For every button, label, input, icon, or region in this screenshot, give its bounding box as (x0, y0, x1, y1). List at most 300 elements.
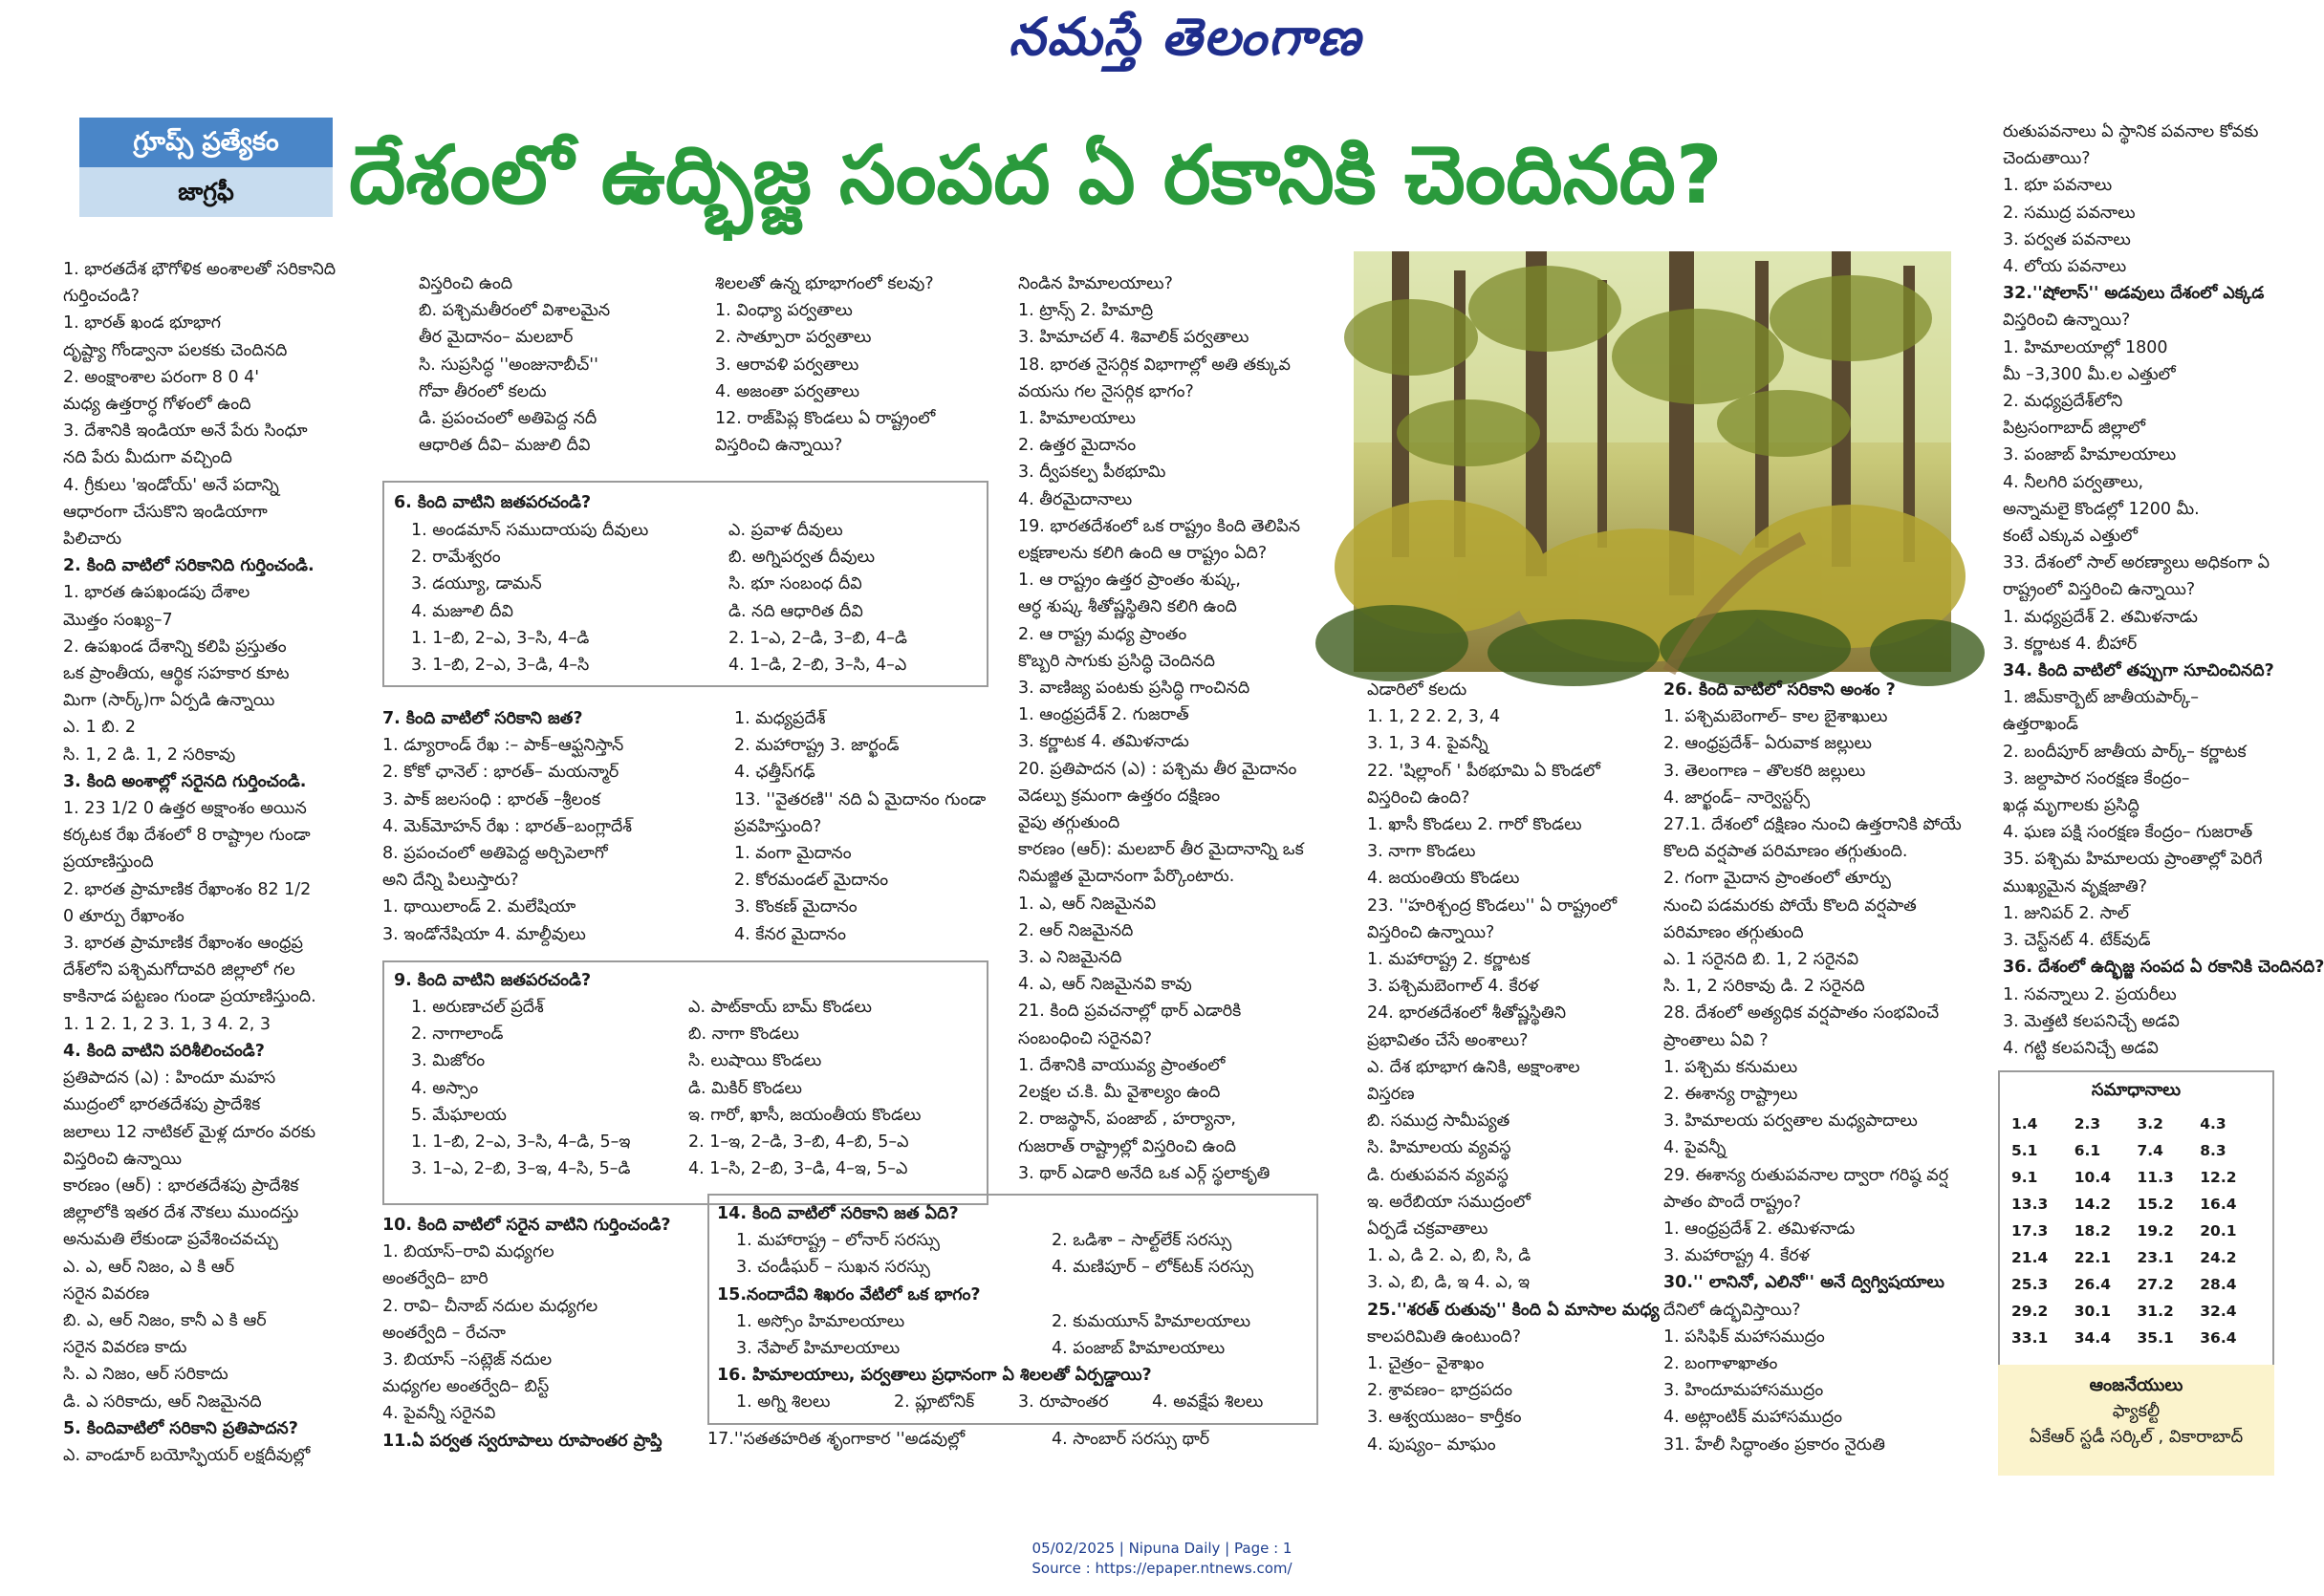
text-line: 7. కింది వాటిలో సరికాని జత? (382, 709, 583, 728)
text-line: గుజరాత్ రాష్ట్రాల్లో విస్తరించి ఉంది (1018, 1136, 1236, 1156)
answer-item: 35.1 (2137, 1329, 2174, 1347)
answer-item: 34.4 (2074, 1329, 2111, 1347)
text-line: 1. థాయిలాండ్ 2. మలేషియా (382, 897, 576, 917)
text-line: పరిమాణం తగ్గుతుంది (1663, 922, 1804, 942)
text-line: 3. పంజాబ్ హిమాలయాలు (2003, 445, 2177, 465)
text-line: చెందుతాయి? (2003, 149, 2091, 169)
text-line: 3. జల్దాపార సంరక్షణ కేంద్రం– (2003, 768, 2190, 788)
answer-item: 5.1 (2011, 1142, 2038, 1159)
column-6 (1663, 677, 1988, 1460)
text-line: 4. ఎ, ఆర్ నిజమైనవి కావు (1018, 975, 1192, 995)
author-institute: ఏకేఆర్ స్టడీ సర్కిల్ , వికారాబాద్ (2029, 1427, 2244, 1447)
text-line: 1. 1–బి, 2–ఎ, 3–సి, 4–డి (411, 628, 590, 648)
text-line: డి. ఎ సరికాదు, ఆర్ నిజమైనది (63, 1391, 262, 1412)
question-14-row-1: 1. మహారాష్ట్ర – లోనార్ సరస్సు 2. ఒడిశా – సాల్ట్‌లేక్ సరస్సు (736, 1231, 1232, 1251)
text-line: ప్రయాణిస్తుంది (63, 852, 154, 873)
text-line: 3. హిమాలయ పర్వతాల మధ్యపాదాలు (1663, 1111, 1918, 1132)
text-line: 2. రావి– చీనాబ్ నదుల మధ్యగల (382, 1296, 598, 1316)
section-tag-top: గ్రూప్స్ ప్రత్యేకం (79, 118, 333, 167)
text-line: 4. అస్సాం (411, 1078, 479, 1098)
text-line: 5. కిందివాటిలో సరికాని ప్రతిపాదన? (63, 1418, 298, 1438)
answers-grid (2000, 1110, 2272, 1347)
text-line: 2. రాజస్థాన్, పంజాబ్ , హర్యానా, (1018, 1110, 1236, 1130)
answer-item: 22.1 (2074, 1249, 2111, 1266)
text-line: కాకినాడ పట్టణం గుండా ప్రయాణిస్తుంది. (63, 987, 316, 1007)
newspaper-masthead: నమస్తే తెలంగాణ (1009, 6, 1362, 67)
answer-item: 20.1 (2200, 1222, 2237, 1240)
answer-item: 32.4 (2200, 1303, 2237, 1320)
text-line: 3. 1–ఎ, 2–బి, 3–ఇ, 4–సి, 5–డి (411, 1159, 631, 1179)
footer-date-line: 05/02/2025 | Nipuna Daily | Page : 1 (1032, 1540, 1292, 1557)
text-line: పిలిచారు (63, 529, 122, 550)
text-line: ఎ. దేశ భూభాగ ఉనికి, అక్షాంశాల (1367, 1057, 1580, 1077)
question-10 (382, 1212, 698, 1456)
question-14-row-2: 3. చండీఘర్ – సుఖన సరస్సు 4. మణిపూర్ – లోక్‌టక్ సరస్సు (736, 1258, 1254, 1278)
answer-item: 29.2 (2011, 1303, 2049, 1320)
answer-item: 12.2 (2200, 1169, 2237, 1186)
text-line: 4. కేనర మైదానం (734, 924, 846, 944)
answer-item: 33.1 (2011, 1329, 2049, 1347)
question-15-row-1: 1. అస్సోం హిమాలయాలు 2. కుమయూన్ హిమాలయాలు (736, 1311, 1251, 1331)
text-line: ఒక ప్రాంతీయ, ఆర్థిక సహకార కూట (63, 664, 290, 684)
text-line: 3. కింది అంశాల్లో సరైనది గుర్తించండి. (63, 771, 307, 791)
text-line: రాష్ట్రంలో విస్తరించి ఉన్నాయి? (2003, 580, 2196, 600)
text-line: జలాలు 12 నాటికల్ మైళ్ల దూరం వరకు (63, 1122, 316, 1142)
text-line: కారణం (ఆర్): మలబార్ తీర మైదానాన్ని ఒక (1018, 840, 1304, 860)
section-tag-bottom: జాగ్రఫీ (79, 167, 333, 217)
text-line: 1. దేశానికి వాయువ్య ప్రాంతంలో (1018, 1055, 1226, 1075)
text-line: విస్తరించి ఉన్నాయి? (2003, 311, 2131, 331)
question-17-right: 4. సాంబార్ సరస్సు థార్ (1052, 1430, 1210, 1449)
text-line: 4. కింది వాటిని పరిశీలించండి? (63, 1041, 265, 1061)
text-line: 2. బందీపూర్ జాతీయ పార్క్– కర్ణాటక (2003, 742, 2247, 762)
question-16-title: 16. హిమాలయాలు, పర్వతాలు ప్రధానంగా ఏ శిలలతో ఏర్పడ్డాయి? (717, 1366, 1152, 1386)
answer-item: 2.3 (2074, 1115, 2101, 1132)
text-line: 2. ఆర్ నిజమైనది (1018, 920, 1134, 940)
answer-item: 9.1 (2011, 1169, 2038, 1186)
text-line: డి. ప్రపంచంలో అతిపెద్ద నదీ (419, 409, 597, 429)
text-line: మధ్య ఉత్తరార్ధ గోళంలో ఉంది (63, 395, 251, 415)
text-line: బి. నాగా కొండలు (688, 1024, 799, 1045)
text-line: 4. 1–డి, 2–బి, 3–సి, 4–ఎ (728, 656, 907, 676)
text-line: 2. 1–ఎ, 2–డి, 3–బి, 4–డి (728, 628, 908, 648)
text-line: 18. భారత నైసర్గిక విభాగాల్లో అతి తక్కువ (1018, 355, 1291, 375)
text-line: శిలలతో ఉన్న భూభాగంలో కలవు? (715, 274, 934, 293)
column-2-top (419, 270, 696, 471)
text-line: అంతర్వేది – రేచనా (382, 1323, 506, 1343)
text-line: 3. భారత ప్రామాణిక రేఖాంశం ఆంధ్రప్ర (63, 934, 303, 954)
question-7-right (734, 705, 992, 954)
question-14-block (717, 1200, 1305, 1418)
answer-item: 7.4 (2137, 1142, 2163, 1159)
question-15-row-2: 3. నేపాల్ హిమాలయాలు 4. పంజాబ్ హిమాలయాలు (736, 1339, 1226, 1359)
text-line: 3. మిజోరం (411, 1051, 486, 1071)
text-line: 2. ఉత్తర మైదానం (1018, 436, 1137, 456)
text-line: విస్తరించి ఉంది? (1367, 787, 1470, 808)
text-line: అంతర్వేది– బారి (382, 1269, 489, 1289)
question-9-left (411, 994, 698, 1197)
text-line: 3. డయ్యూ, డామన్ (411, 574, 542, 594)
text-line: 1. ఆ రాష్ట్రం ఉత్తర ప్రాంతం శుష్క, (1018, 571, 1241, 591)
text-line: కొలది వర్షపాత పరిమాణం తగ్గుతుంది. (1663, 842, 1908, 862)
text-line: 1. భారతదేశ భౌగోళిక అంశాలతో సరికానిది (63, 260, 337, 279)
text-line: 3. ద్వీపకల్ప పీఠభూమి (1018, 463, 1166, 483)
text-line: 1. మధ్యప్రదేశ్ (734, 709, 826, 728)
text-line: సి. సుప్రసిద్ధ ''అంజునాబీచ్'' (419, 355, 598, 375)
text-line: ఇ. అరేబియా సముద్రంలో (1367, 1192, 1531, 1212)
text-line: 2. గంగా మైదాన ప్రాంతంలో తూర్పు (1663, 869, 1891, 889)
text-line: 1. జిమ్‌కార్బెట్ జాతీయపార్క్– (2003, 688, 2199, 708)
text-line: 2. ఉపఖండ దేశాన్ని కలిపి ప్రస్తుతం (63, 636, 287, 657)
text-line: 1. వింధ్యా పర్వతాలు (715, 301, 853, 321)
text-line: ముఖ్యమైన వృక్షజాతి? (2003, 876, 2148, 896)
question-17: 17.''సతతహరిత శృంగాకార ''అడవుల్లో (707, 1430, 966, 1449)
text-line: మధ్యగల అంతర్వేది– బిస్ట్ (382, 1377, 550, 1397)
text-line: మొత్తం సంఖ్య–7 (63, 610, 173, 630)
text-line: విస్తరించి ఉన్నాయి (63, 1149, 183, 1169)
text-line: కర్కటక రేఖ దేశంలో 8 రాష్ట్రాల గుండా (63, 826, 311, 846)
text-line: వెడల్పు క్రమంగా ఉత్తరం దక్షిణం (1018, 786, 1221, 806)
text-line: 3. 1, 3 4. పైవన్నీ (1367, 734, 1488, 754)
text-line: 2. 1–ఇ, 2–డి, 3–బి, 4–బి, 5–ఎ (688, 1132, 909, 1153)
text-line: సి. భూ సంబంధ దీవి (728, 574, 862, 594)
answer-item: 28.4 (2200, 1276, 2237, 1293)
question-9-right (688, 994, 981, 1197)
text-line: దేశ్‌లోని పశ్చిమగోదావరి జిల్లాలో గల (63, 960, 295, 981)
text-line: కారణం (ఆర్) : భారతదేశపు ప్రాదేశిక (63, 1175, 299, 1196)
text-line: 28. దేశంలో అత్యధిక వర్షపాతం సంభవించే (1663, 1003, 1940, 1024)
text-line: సరైన వివరణ కాదు (63, 1338, 187, 1358)
text-line: 1. ట్రాన్స్ 2. హిమాద్రి (1018, 301, 1154, 321)
text-line: 4. మెక్‌మోహన్ రేఖ : భారత్–బంగ్లాదేశ్ (382, 816, 633, 836)
text-line: 1. ఆంధ్రప్రదేశ్ 2. గుజరాత్ (1018, 705, 1189, 725)
text-line: 30.'' లానినో, ఎలినో'' అనే ద్విగ్విషయాలు (1663, 1273, 1944, 1293)
text-line: 11.ఏ పర్వత స్వరూపాలు రూపాంతర ప్రాప్తి (382, 1431, 662, 1451)
text-line: కంటే ఎక్కువ ఎత్తులో (2003, 527, 2139, 547)
text-line: మీ –3,300 మీ.ల ఎత్తులో (2003, 364, 2176, 384)
text-line: 20. ప్రతిపాదన (ఎ) : పశ్చిమ తీర మైదానం (1018, 759, 1297, 779)
text-line: విస్తరించి ఉన్నాయి? (715, 436, 843, 456)
text-line: 2. రామేశ్వరం (411, 548, 501, 568)
answer-item: 30.1 (2074, 1303, 2111, 1320)
text-line: ఎడారిలో కలదు (1367, 680, 1467, 700)
forest-photo (1354, 251, 1951, 672)
answer-item: 16.4 (2200, 1196, 2237, 1213)
text-line: 3. థార్ ఎడారి అనేది ఒక ఎర్గ్ స్థలాకృతి (1018, 1163, 1271, 1183)
text-line: 1. సవన్నాలు 2. ప్రయరీలు (2003, 984, 2177, 1004)
column-3-top (715, 270, 997, 471)
text-line: 33. దేశంలో సాల్ అరణ్యాలు అధికంగా ఏ (2003, 553, 2270, 573)
text-line: 4. లోయ పవనాలు (2003, 257, 2127, 277)
text-line: 2. సాత్పూరా పర్వతాలు (715, 328, 872, 348)
text-line: 12. రాజ్‌పిప్ల కొండలు ఏ రాష్ట్రంలో (715, 409, 936, 429)
text-line: 4. ఘణ పక్షి సంరక్షణ కేంద్రం– గుజరాత్ (2003, 823, 2253, 843)
text-line: 22. 'షిల్లాంగ్ ' పీఠభూమి ఏ కొండలో (1367, 761, 1600, 781)
text-line: 1. 1–బి, 2–ఎ, 3–సి, 4–డి, 5–ఇ (411, 1132, 631, 1153)
text-line: 1. ఎ, డి 2. ఎ, బి, సి, డి (1367, 1246, 1531, 1266)
text-line: 34. కింది వాటిలో తప్పుగా సూచించినది? (2003, 661, 2274, 681)
text-line: 3. ఆరావళి పర్వతాలు (715, 355, 859, 375)
answer-item: 36.4 (2200, 1329, 2237, 1347)
answer-item: 13.3 (2011, 1196, 2049, 1213)
text-line: 1. 1 2. 1, 2 3. 1, 3 4. 2, 3 (63, 1014, 271, 1034)
text-line: లక్షణాలను కలిగి ఉంది ఆ రాష్ట్రం ఏది? (1018, 544, 1268, 564)
text-line: 10. కింది వాటిలో సరైన వాటిని గుర్తించండి? (382, 1216, 671, 1235)
text-line: ఎ. వాండూర్ బయోస్ఫియర్ లక్షదీవుల్లో (63, 1445, 311, 1465)
text-line: 2. అంక్షాంశాల పరంగా 8 0 4' (63, 367, 260, 387)
text-line: 3. బియాస్ –సట్లెజ్ నదుల (382, 1350, 553, 1370)
text-line: 24. భారతదేశంలో శీతోష్ణస్థితిని (1367, 1003, 1567, 1024)
answer-item: 27.2 (2137, 1276, 2174, 1293)
text-line: 1. అండమాన్ సముదాయపు దీవులు (411, 521, 649, 540)
text-line: 1. ఖాసీ కొండలు 2. గారో కొండలు (1367, 815, 1582, 835)
answer-item: 6.1 (2074, 1142, 2101, 1159)
page-footer (0, 1539, 2324, 1579)
text-line: 4. జయంతియ కొండలు (1367, 869, 1520, 889)
text-line: 8. ప్రపంచంలో అతిపెద్ద అర్చిపెలాగో (382, 844, 608, 864)
text-line: 2. ఆ రాష్ట్ర మధ్య ప్రాంతం (1018, 624, 1187, 644)
answer-item: 19.2 (2137, 1222, 2174, 1240)
text-line: బి. సముద్ర సామీప్యత (1367, 1111, 1510, 1132)
text-line: 1. పసిఫిక్ మహాసముద్రం (1663, 1326, 1825, 1347)
text-line: కొబ్బరి సాగుకు ప్రసిద్ధి చెందినది (1018, 651, 1215, 671)
text-line: 5. మేఘాలయ (411, 1105, 507, 1125)
question-14-title: 14. కింది వాటిలో సరికాని జత ఏది? (717, 1204, 959, 1223)
text-line: డి. నది ఆధారిత దీవి (728, 601, 863, 621)
text-line: 32.''షోలాస్'' అడవులు దేశంలో ఎక్కడ (2003, 284, 2265, 304)
author-credit (1998, 1365, 2274, 1476)
text-line: 1. మహారాష్ట్ర 2. కర్ణాటక (1367, 950, 1531, 970)
text-line: ఆర్ధ శుష్క శీతోష్ణస్థితిని కలిగి ఉంది (1018, 597, 1237, 617)
text-line: ప్రాంతాలు ఏవి ? (1663, 1030, 1769, 1050)
answer-item: 4.3 (2200, 1115, 2226, 1132)
text-line: 1. హిమాలయాలు (1018, 409, 1136, 429)
text-line: 2. కింది వాటిలో సరికానిది గుర్తించండి. (63, 556, 315, 576)
text-line: 13. ''వైతరణి'' నది ఏ మైదానం గుండా (734, 789, 987, 809)
article-headline: దేశంలో ఉద్భిజ్జ సంపద ఏ రకానికి చెందినది? (349, 128, 1723, 222)
column-5 (1367, 677, 1660, 1460)
text-line: 2. ఆంధ్రప్రదేశ్– ఏరువాక జల్లులు (1663, 734, 1872, 754)
text-line: డి. రుతుపవన వ్యవస్థ (1367, 1165, 1509, 1185)
question-6-right (728, 517, 977, 679)
text-line: 2. నాగాలాండ్ (411, 1024, 504, 1045)
text-line: 4. గట్టి కలపనిచ్చే అడవి (2003, 1038, 2159, 1058)
column-4 (1018, 270, 1343, 1188)
text-line: 3. ఇండోనేషియా 4. మాల్దీవులు (382, 924, 586, 944)
text-line: 4. అట్లాంటిక్ మహాసముద్రం (1663, 1408, 1842, 1428)
text-line: పాతం పొందే రాష్ట్రం? (1663, 1192, 1802, 1212)
text-line: 2. సముద్ర పవనాలు (2003, 203, 2136, 223)
text-line: 3. ఎ, బి, డి, ఇ 4. ఎ, ఇ (1367, 1273, 1531, 1293)
text-line: 0 తూర్పు రేఖాంశం (63, 906, 185, 926)
text-line: 3. ఎ నిజమైనది (1018, 948, 1122, 968)
text-line: 4. గ్రీకులు 'ఇండోయ్' అనే పదాన్ని (63, 475, 279, 495)
text-line: ఎ. పాట్‌కాయ్ బామ్ కొండలు (688, 998, 872, 1017)
text-line: 1. జునిపర్ 2. సాల్ (2003, 903, 2130, 923)
text-line: సి. లుషాయి కొండలు (688, 1051, 822, 1071)
text-line: ప్రభావితం చేసే అంశాలు? (1367, 1030, 1529, 1050)
text-line: 1. పశ్చిమ కనుమలు (1663, 1057, 1798, 1077)
text-line: 1. చైత్రం– వైశాఖం (1367, 1354, 1485, 1374)
text-line: 4. మజూలి దీవి (411, 601, 513, 621)
text-line: 1. బియాస్–రావి మధ్యగల (382, 1242, 554, 1262)
text-line: 3. కర్ణాటక 4. బీహార్ (2003, 634, 2138, 654)
text-line: డి. మికిర్ కొండలు (688, 1078, 802, 1098)
text-line: 4. జార్ఖండ్– నార్వెస్టర్స్ (1663, 787, 1811, 808)
text-line: 3. 1–బి, 2–ఎ, 3–డి, 4–సి (411, 656, 590, 676)
text-line: విస్తరించి ఉంది (419, 274, 513, 293)
text-line: 4. పైవన్నీ సరైనవి (382, 1404, 496, 1424)
footer-source-line: Source : https://epaper.ntnews.com/ (1032, 1560, 1292, 1577)
text-line: నిమజ్జిత మైదానంగా పేర్కొంటారు. (1018, 867, 1235, 887)
text-line: ఎ. ప్రవాళ దీవులు (728, 521, 843, 540)
answer-item: 10.4 (2074, 1169, 2111, 1186)
text-line: 19. భారతదేశంలో ఒక రాష్ట్రం కింది తెలిపిన (1018, 516, 1301, 536)
column-7 (2003, 119, 2324, 1065)
text-line: 1. భారత్ ఖండ భూభాగ (63, 313, 221, 334)
text-line: ఆధారంగా చేసుకొని ఇండియాగా (63, 502, 268, 522)
text-line: 2. కోకో ఛానెల్ : భారత్– మయన్మార్ (382, 763, 619, 783)
text-line: 2. మధ్యప్రదేశ్‌లోని (2003, 392, 2123, 412)
text-line: రుతుపవనాలు ఏ స్థానిక పవనాల కోవకు (2003, 122, 2259, 141)
text-line: 1. హిమాలయాల్లో 1800 (2003, 337, 2168, 357)
text-line: 23. ''హరిశ్చంద్ర కొండలు'' ఏ రాష్ట్రంలో (1367, 895, 1618, 916)
text-line: సి. హిమాలయ వ్యవస్థ (1367, 1138, 1511, 1158)
answer-item: 31.2 (2137, 1303, 2174, 1320)
text-line: 3. కొంకణ్ మైదానం (734, 897, 858, 917)
text-line: 21. కింది ప్రవచనాల్లో థార్ ఎడారికి (1018, 1002, 1242, 1022)
text-line: 3. పర్వత పవనాలు (2003, 229, 2131, 249)
text-line: 1. వంగా మైదానం (734, 844, 852, 864)
text-line: ప్రవహిస్తుంది? (734, 816, 822, 836)
text-line: 4. అజంతా పర్వతాలు (715, 381, 860, 401)
text-line: 3. మెత్తటి కలపనిచ్చే అడవి (2003, 1011, 2180, 1031)
text-line: నిండిన హిమాలయాలు? (1018, 274, 1173, 293)
text-line: 2లక్షల చ.కి. మీ వైశాల్యం ఉంది (1018, 1083, 1221, 1103)
text-line: 1. ఆంధ్రప్రదేశ్ 2. తమిళనాడు (1663, 1219, 1856, 1240)
text-line: మిగా (సార్క్)గా ఏర్పడి ఉన్నాయి (63, 691, 275, 711)
answer-item: 21.4 (2011, 1249, 2049, 1266)
text-line: 4. తీరమైదానాలు (1018, 489, 1133, 509)
text-line: 4. పుష్యం– మాఘం (1367, 1434, 1496, 1455)
text-line: ప్రతిపాదన (ఎ) : హిందూ మహస (63, 1068, 276, 1089)
text-line: 1. పశ్చిమబెంగాల్– కాల బైశాఖులు (1663, 707, 1888, 727)
text-line: ఎ. ఎ, ఆర్ నిజం, ఎ కి ఆర్ (63, 1257, 235, 1277)
text-line: 3. హిందూమహాసముద్రం (1663, 1381, 1824, 1401)
text-line: 25.''శరత్ రుతువు'' కింది ఏ మాసాల మధ్య (1367, 1300, 1660, 1320)
text-line: అన్నామలై కొండల్లో 1200 మీ. (2003, 499, 2200, 519)
text-line: గుర్తించండి? (63, 287, 140, 307)
text-line: ఎ. 1 బి. 2 (63, 718, 137, 738)
text-line: గోవా తీరంలో కలదు (419, 381, 547, 401)
text-line: 2. బంగాళాఖాతం (1663, 1354, 1778, 1374)
answer-item: 24.2 (2200, 1249, 2237, 1266)
text-line: ముద్రంలో భారతదేశపు ప్రాదేశిక (63, 1095, 261, 1115)
text-line: 3. పశ్చిమబెంగాల్ 4. కేరళ (1367, 977, 1539, 997)
text-line: 1. 23 1/2 0 ఉత్తర అక్షాంశం అయిన (63, 799, 307, 819)
question-7 (382, 705, 727, 954)
text-line: 1. ఎ, ఆర్ నిజమైనవి (1018, 894, 1157, 914)
text-line: 31. హేలీ సిద్ధాంతం ప్రకారం నైరుతి (1663, 1434, 1885, 1455)
text-line: బి. పశ్చిమతీరంలో విశాలమైన (419, 301, 611, 321)
text-line: 2. మహారాష్ట్ర 3. జార్ఖండ్ (734, 736, 900, 756)
author-name: ఆంజనేయులు (2089, 1375, 2183, 1395)
text-line: 2. భారత ప్రామాణిక రేఖాంశం 82 1/2 (63, 879, 312, 899)
text-line: దృష్ట్యా గోండ్వానా పలకకు చెందినది (63, 340, 288, 360)
text-line: 35. పశ్చిమ హిమాలయ ప్రాంతాల్లో పెరిగే (2003, 850, 2263, 870)
text-line: 3. పాక్ జలసంధి : భారత్ –శ్రీలంక (382, 789, 600, 809)
text-line: 4. 1–సి, 2–బి, 3–డి, 4–ఇ, 5–ఎ (688, 1159, 908, 1179)
answers-box (1998, 1070, 2274, 1369)
text-line: ఆధారిత దీవి– మజులి దీవి (419, 436, 591, 456)
text-line: ఇ. గారో, ఖాసీ, జయంతీయ కొండలు (688, 1105, 922, 1125)
text-line: సరైన వివరణ (63, 1283, 150, 1304)
question-9-title: 9. కింది వాటిని జతపరచండి? (394, 971, 592, 990)
text-line: ఖడ్గ మృగాలకు ప్రసిద్ధి (2003, 796, 2139, 816)
text-line: సి. 1, 2 సరికావు డి. 2 సరైనది (1663, 977, 1865, 997)
text-line: 3. ఆశ్వయుజం– కార్తీకం (1367, 1408, 1522, 1428)
text-line: 4. నీలగిరి పర్వతాలు, (2003, 472, 2144, 492)
answer-item: 18.2 (2074, 1222, 2111, 1240)
text-line: ఉత్తరాఖండ్ (2003, 715, 2079, 735)
text-line: 3. తెలంగాణ – తొలకరి జల్లులు (1663, 761, 1866, 781)
text-line: 26. కింది వాటిలో సరికాని అంశం ? (1663, 680, 1896, 700)
question-16-options: 1. అగ్ని శిలలు 2. ప్లూటోనిక్ 3. రూపాంతర 4. అవక్షేప శిలలు (736, 1392, 1264, 1413)
text-line: పిట్రసంగాబాద్ జిల్లాలో (2003, 419, 2146, 439)
text-line: 4. పైవన్నీ (1663, 1138, 1727, 1158)
text-line: 3. హిమాచల్ 4. శివాలిక్ పర్వతాలు (1018, 328, 1249, 348)
question-6-title: 6. కింది వాటిని జతపరచండి? (394, 493, 592, 512)
answer-item: 1.4 (2011, 1115, 2038, 1132)
text-line: దేనిలో ఉద్భవిస్తాయి? (1663, 1300, 1801, 1320)
text-line: 1. డ్యూరాండ్ రేఖ :– పాక్–ఆఫ్ఘనిస్తాన్ (382, 736, 624, 756)
text-line: జిల్లాలోకి ఇతర దేశ నౌకలు ముందస్తు (63, 1203, 299, 1223)
text-line: ఎ. 1 సరైనది బి. 1, 2 సరైనవి (1663, 950, 1859, 970)
text-line: అని దేన్ని పిలుస్తారు? (382, 871, 519, 891)
answers-title: సమాధానాలు (2091, 1080, 2182, 1100)
answer-item: 15.2 (2137, 1196, 2174, 1213)
text-line: 3. కర్ణాటక 4. తమిళనాడు (1018, 732, 1189, 752)
question-6-left (411, 517, 707, 679)
text-line: 3. దేశానికి ఇండియా అనే పేరు సింధూ (63, 421, 308, 442)
text-line: 2. శ్రావణం– భాద్రపదం (1367, 1381, 1513, 1401)
text-line: విస్తరణ (1367, 1085, 1415, 1105)
question-15-title: 15.నందాదేవి శిఖరం వేటిలో ఒక భాగం? (717, 1284, 981, 1305)
text-line: విస్తరించి ఉన్నాయి? (1367, 922, 1495, 942)
answer-item: 26.4 (2074, 1276, 2111, 1293)
text-line: 1. భారత ఉపఖండపు దేశాల (63, 583, 250, 603)
text-line: 4. ఛత్తీస్‌గఢ్ (734, 763, 815, 783)
answer-item: 14.2 (2074, 1196, 2111, 1213)
text-line: సంబంధించి సరైనవి? (1018, 1028, 1153, 1048)
text-line: 36. దేశంలో ఉద్భిజ్జ సంపద ఏ రకానికి చెందినది? (2003, 958, 2324, 978)
text-line: తీర మైదానం– మలబార్ (419, 328, 574, 348)
text-line: నుంచి పడమరకు పోయే కొలది వర్షపాత (1663, 895, 1917, 916)
column-1 (63, 256, 371, 1527)
text-line: 29. ఈశాన్య రుతుపవనాల ద్వారా గరిష్ఠ వర్ష (1663, 1165, 1949, 1185)
author-role: ఫ్యాకల్టీ (2112, 1401, 2161, 1421)
text-line: వైపు తగ్గుతుంది (1018, 813, 1120, 833)
answer-item: 23.1 (2137, 1249, 2174, 1266)
text-line: 1. 1, 2 2. 2, 3, 4 (1367, 707, 1501, 727)
text-line: 2. కోరమండల్ మైదానం (734, 871, 889, 891)
text-line: 3. వాణిజ్య పంటకు ప్రసిద్ధి గాంచినది (1018, 679, 1250, 699)
text-line: 1. మధ్యప్రదేశ్ 2. తమిళనాడు (2003, 607, 2198, 627)
answer-item: 11.3 (2137, 1169, 2174, 1186)
text-line: 2. ఈశాన్య రాష్ట్రాలు (1663, 1085, 1798, 1105)
text-line: బి. ఎ, ఆర్ నిజం, కానీ ఎ కి ఆర్ (63, 1310, 267, 1330)
text-line: 1. భూ పవనాలు (2003, 176, 2113, 196)
